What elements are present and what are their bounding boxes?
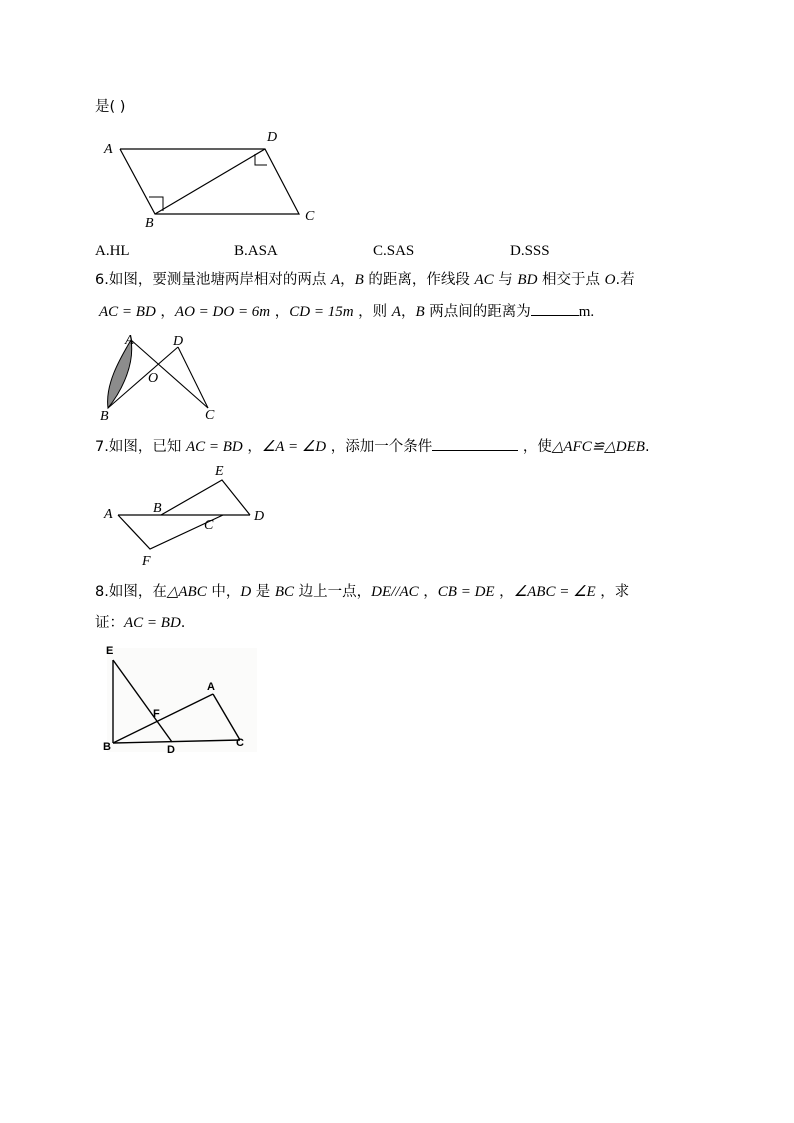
q6-answer-blank[interactable] [531,301,579,316]
q6-line1: 6.如图，要测量池塘两岸相对的两点 A，B 的距离，作线段 AC 与 BD 相交于点 O.若 [95,272,635,288]
fig6-label-B: B [100,409,109,424]
fig8-label-A: A [207,681,215,693]
fig7-label-B: B [153,501,162,516]
q6-line2: AC = BD ，AO = DO = 6m ，CD = 15m ，则 A，B 两点间的距离为 m. [99,301,594,322]
fig7-label-D: D [254,509,265,524]
q8-line1: 8.如图，在△ABC 中，D 是 BC 边上一点，DE//AC ，CB = DE ，∠ABC = ∠E ，求 [95,584,630,600]
fig6-label-A: A [125,333,134,348]
fig5-label-B: B [145,216,154,231]
fig7-label-C: C [204,518,214,533]
fig8-label-C: C [236,737,244,749]
fig8-label-D: D [167,744,175,756]
fig6-label-C: C [205,408,215,423]
fig5-label-C: C [305,209,315,224]
fig7-label-A: A [104,507,113,522]
figure-q6 [95,330,225,425]
figure-q5 [95,125,335,235]
figure-q7 [95,460,275,570]
fig8-label-B: B [103,741,111,753]
q7-answer-blank[interactable] [432,436,518,451]
q5-tail: 是( ) [95,99,126,115]
option-b: B.ASA [234,243,278,259]
fig7-label-E: E [215,464,224,479]
option-a: A.HL [95,243,130,259]
option-c: C.SAS [373,243,415,259]
fig6-label-O: O [148,371,159,386]
fig6-label-D: D [173,334,184,349]
q7-line: 7.如图，已知 AC = BD ，∠A = ∠D ，添加一个条件 ，使△AFC≌△DEB. [95,436,650,457]
fig5-label-D: D [267,130,278,145]
option-d: D.SSS [510,243,550,259]
fig8-label-F: F [153,708,160,720]
figure-q8 [95,640,265,760]
fig8-label-E: E [106,645,114,657]
q8-line2: 证：AC = BD. [95,615,186,631]
fig7-label-F: F [142,554,151,569]
fig5-label-A: A [104,142,113,157]
